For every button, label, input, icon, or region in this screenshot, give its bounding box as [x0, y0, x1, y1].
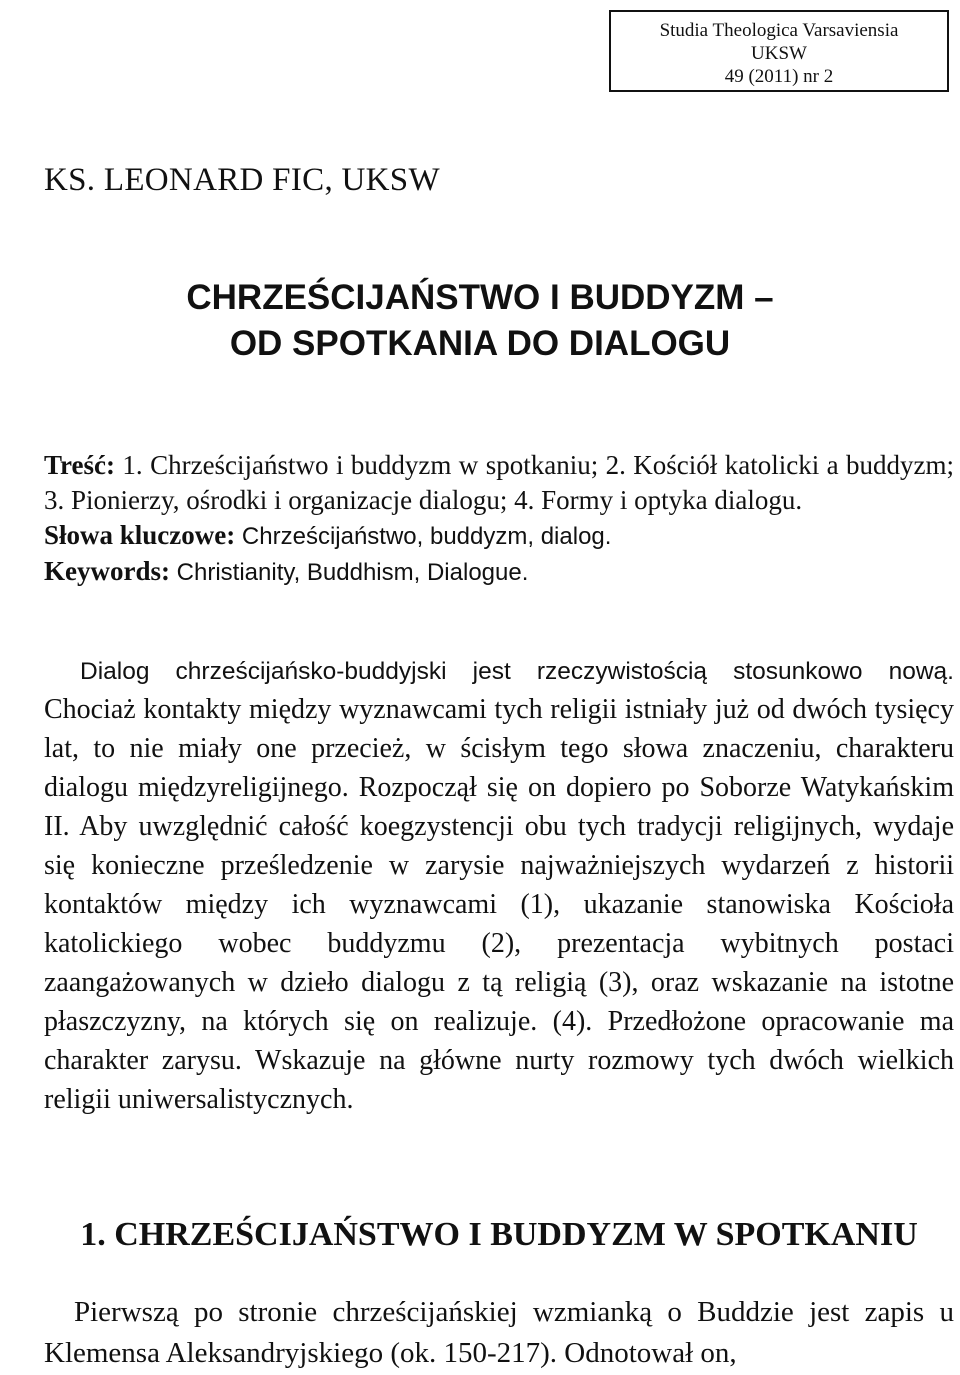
body-paragraph: Pierwszą po stronie chrześcijańskiej wzmianką o Buddzie jest zapis u Klemensa Aleksandryjskiego (ok. 150-217). Odnotował on,: [44, 1296, 954, 1369]
contents-text: 1. Chrześcijaństwo i buddyzm w spotkaniu; 2. Kościół katolicki a buddyzm; 3. Pionierzy, ośrodki i organizacje dialogu; 4. Formy i optyka dialogu.: [44, 450, 955, 515]
abstract: [44, 653, 954, 1120]
journal-issue: 49 (2011) nr 2: [724, 66, 834, 87]
section-heading: 1. CHRZEŚCIJAŃSTWO I BUDDYZM W SPOTKANIU: [80, 1216, 918, 1253]
abstract-rest: Chociaż kontakty między wyznawcami tych religii istniały już od dwóch tysięcy lat, to nie miały one przecież, w ścisłym tego słowa znaczeniu, charakteru dialogu międzyreligijnego. Rozpoczął się on dopiero po Soborze Watykańskim II. Aby uwzględnić całość koegzystencji obu tych tradycji religijnych, wydaje się konieczne prześledzenie w zarysie najważniejszych wydarzeń z historii kontaktów między ich wyznawcami (1), ukazanie stanowiska Kościoła katolickiego wobec buddyzmu (2), prezentacja wybitnych postaci zaangażowanych w dzieło dialogu z tą religią (3), oraz wskazanie na istotne płaszczyzny, na których się on realizuje. (4). Przedłożone opracowanie ma charakter zarysu. Wskazuje na główne nurty rozmowy tych dwóch wielkich religii uniwersalistycznych.: [44, 694, 954, 1115]
contents: [44, 448, 954, 518]
keywords-en: [44, 554, 954, 590]
title-line-1: CHRZEŚCIJAŃSTWO I BUDDYZM –: [186, 278, 774, 317]
article-title: [0, 275, 960, 367]
keywords-pl-label: Słowa kluczowe:: [44, 520, 236, 550]
section-body: [44, 1292, 954, 1374]
journal-info-box: [609, 10, 949, 92]
contents-label: Treść:: [44, 450, 115, 480]
journal-name: Studia Theologica Varsaviensia: [659, 20, 899, 41]
journal-publisher: UKSW: [751, 43, 807, 64]
keywords-pl: [44, 518, 954, 554]
title-line-2: OD SPOTKANIA DO DIALOGU: [229, 324, 731, 363]
article-meta: [44, 448, 954, 590]
keywords-en-text: Christianity, Buddhism, Dialogue.: [176, 559, 529, 586]
keywords-pl-text: Chrześcijaństwo, buddyzm, dialog.: [241, 523, 612, 550]
abstract-lead: Dialog chrześcijańsko-buddyjski jest rzeczywistością stosunkowo nową.: [80, 658, 954, 685]
author-line: KS. LEONARD FIC, UKSW: [44, 162, 440, 198]
keywords-en-label: Keywords:: [44, 556, 170, 586]
abstract-paragraph: [44, 653, 954, 1120]
